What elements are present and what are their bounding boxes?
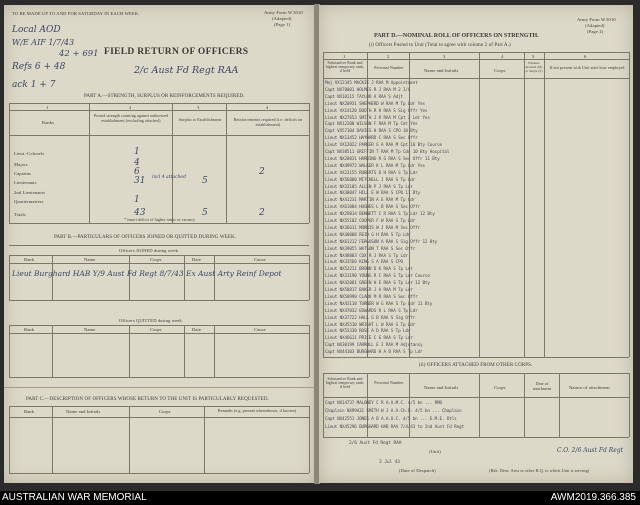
officer-row: Lieut NX13452 HAYWARD C RAA S Sec Offr <box>325 136 418 142</box>
rank-label: 2nd Lieutenants <box>14 190 45 195</box>
officer-row: Lieut NX56880 MITCHELL J RAA S Tp Ldr <box>325 177 416 183</box>
unit-label: (Unit) <box>429 449 441 454</box>
officer-row: Lieut NX27653 SMITH J R RAA M Cpt 2 Ldr Yes <box>325 115 430 121</box>
attached-officer-row: Lieut NX45296 BURGHARD HAB RAA 7/4/43 to 2nd Aust Fd Regt <box>325 425 464 430</box>
signature-name: C.O. 2/6 Aust Fd Regt <box>557 447 624 454</box>
rank-strength-value: 31 <box>134 176 146 186</box>
officer-row: Lieut VX23155 ROBERTS D H RAA S Tp Ldr <box>325 170 418 176</box>
page-title: FIELD RETURN OF OFFICERS <box>104 47 249 57</box>
officer-row: Capt NX38511 GRIFFIN T RAA M Tp Cdr 10 Bty Hospital <box>325 150 450 155</box>
page-no: (Page 1) <box>274 22 291 27</box>
officer-row: Capt VX57104 DAVIES H RAA S CPO 10 Bty <box>325 129 418 135</box>
officer-row: Lieut NX40008 REID G H RAA S Tp Ldr <box>325 232 411 238</box>
credit-text: AUSTRALIAN WAR MEMORIAL <box>2 492 147 503</box>
officer-row: Capt NX10115 TAYLOR A RAA S Adjt <box>325 94 403 100</box>
col-reinforcements: Reinforcements required (i.e. deficits on establishment) <box>233 117 303 127</box>
attached-officer-row: Chaplain NX99431 SMITH W J A.A.Ch.D. 4/5 bn ... Chaplain <box>325 409 462 414</box>
form-id-right: Army Form W.3010 <box>577 17 616 22</box>
officer-row: Lieut NX33560 KING S A RAA S CPO <box>325 260 403 266</box>
rank-label: Captains <box>14 171 31 176</box>
unit-handwritten: 2/c Aust Fd Regt RAA <box>134 65 239 76</box>
part-d-title: PART D.—NOMINAL ROLL OF OFFICERS ON STRENGTH. <box>374 33 539 39</box>
officer-row: Lieut NX58817 BAKER J A RAA M Tp Ldr <box>325 288 413 293</box>
rank-label: Totals <box>14 212 26 217</box>
rank-strength-value: 4 <box>134 158 140 168</box>
officer-row: Maj VX12345 MACKIE J RAA M Appointment <box>325 81 418 86</box>
date-label: (Date of Despatch) <box>399 468 436 473</box>
rank-label: Quartermasters <box>14 199 44 204</box>
rank-reinf-value: 2 <box>259 167 265 177</box>
officer-row: Lieut NX20931 SHEPHERD W RAA M Tp Ldr Yes <box>325 101 425 107</box>
officer-row: Lieut NX31190 YOUNG R C RAA S Tp Ldr Course <box>325 274 430 280</box>
rank-label: Majors <box>14 162 28 167</box>
rank-surplus-value: 5 <box>202 208 208 218</box>
rank-label: Lieutenants <box>14 180 37 185</box>
officer-row: Lieut NX37722 HALL G B RAA S Sig Offr <box>325 315 416 321</box>
rank-surplus-value: 5 <box>202 176 208 186</box>
margin-note-2: W/E AIF 1/7/43 <box>12 38 75 47</box>
col-strength: Posted strength counting against authorized establishment (excluding attached) <box>93 113 169 123</box>
officer-row: Lieut NX41231 MARTIN A E RAA M Tp Ldr <box>325 198 416 204</box>
officer-row: Lieut NX49972 WALKER K L RAA M Tp Ldr Yes <box>325 163 425 169</box>
officer-row: Lieut NX53330 ROSE A D RAA S Tp Ldr <box>325 329 411 335</box>
officer-row: Lieut NX61212 FERGUSON A RAA S Sig Offr 12 Bty <box>325 239 438 245</box>
officer-row: Capt NX30199 CARROLL E J RAA M Adjutancy <box>325 343 423 349</box>
rank-reinf-value: 2 <box>259 208 265 218</box>
officer-row: Lieut NX46611 PRICE C E RAA S Tp Ldr <box>325 336 413 342</box>
part-b-title: PART B.—PARTICULARS OF OFFICERS JOINED OR QUITTED DURING WEEK. <box>54 235 237 240</box>
col-ranks: Ranks <box>42 120 54 125</box>
officer-row: Capt NX44103 BURGHARD H A B RAA S Tp Ldr <box>325 350 423 356</box>
margin-note-4: Refs 6 + 48 <box>12 62 66 72</box>
rank-label: Lieut.-Colonels <box>14 151 45 156</box>
officer-row: Lieut VX12022 PARKER G A RAA M Cpt 10 Bty Course <box>325 143 442 149</box>
officer-row: Capt NX70001 HOLMES R J RAA M 2 I/C <box>325 87 411 93</box>
attached-officer-row: Capt NX14737 MALONEY C R A.A.M.C. 4/5 bn ... RMO <box>325 401 442 406</box>
right-page: Army Form W.3010 (Adapted) (Page 2) PART D.—NOMINAL ROLL OF OFFICERS ON STRENGTH. (i) Officers Posted to Unit (Total to agree with column 2 of Part A.) 1 2 3 4 5 6 Substantive Rank and highest temporary rank, if held Personal Number Name and Initials Corps Whether married (M) or single (S) If not present with Unit state how employed Maj VX12345 MACKIE J RAA M Appointment Capt NX70001 HOLMES R J RAA M 2 I/C Capt NX10115 TAYLOR A RAA S Adjt Lieut NX20931 SHEPHERD W RAA M Tp Ldr Yes Lieut VX14120 BOOTH R H RAA S Sig Offr Yes Lieut NX27653 SMITH J R RAA M Cpt 2 Ldr Yes Capt NX12200 WILSON F RAA M Tp Cdr Yes Capt VX57104 DAVIES H RAA S CPO 10 Bty Lieut NX13452 HAYWARD C RAA S Sec Offr Lieut VX12022 PARKER G A RAA M Cpt 10 Bty Course Capt NX38511 GRIFFIN T RAA M Tp Cdr 10 Bty Hospital Lieut NX28031 HARDING R G RAA S Sec Offr 11 Bty Lieut NX49972 WALKER K L RAA M Tp Ldr Yes Lieut VX23155 ROBERTS D H RAA S Tp Ldr Lieut NX56880 MITCHELL J RAA S Tp Ldr Lieut NX33105 ALLEN P J RAA S Tp Ldr Lieut NX30047 HILL E W RAA S CPO 11 Bty Lieut NX41231 MARTIN A E RAA M Tp Ldr Lieut VX61004 HUGHES L B RAA S Sec Offr Lieut NX29814 BENNETT C R RAA S Tp Ldr 12 Bty Lieut NX55102 COOPER F W RAA S Tp Ldr Lieut NX36611 MORRIS W J RAA M Sec Offr Lieut NX40008 REID G H RAA S Tp Ldr Lieut NX61212 FERGUSON A RAA S Sig Offr 12 Bty Lieut NX39055 WATSON T RAA S Sec Offr Lieut NX48803 COX R J RAA S Tp Ldr Lieut NX33560 KING S A RAA S CPO Lieut NX52211 BROWN D K RAA S Tp Ldr Lieut NX31190 YOUNG R C RAA S Tp Ldr Course Lieut NX42001 GREEN H E RAA S Tp Ldr 12 Bty Lieut NX58817 BAKER J A RAA M Tp Ldr Lieut NX50990 CLARK M R RAA S Sec Offr Lieut NX43118 TURNER W G RAA S Tp Ldr 11 Bty Lieut NX47032 EDWARDS R L RAA S Tp Ldr Lieut NX37722 HALL G B RAA S Sig Offr Lieut NX45510 WRIGHT L W RAA S Tp Ldr Lieut NX53330 ROSE A D RAA S Tp Ldr Lieut NX46611 PRICE C E RAA S Tp Ldr Capt NX30199 CARROLL E J RAA M Adjutancy Capt NX44103 BURGHARD H A B RAA S Tp Ldr (ii) OFFICERS ATTACHED FROM OTHER CORPS. Substantive Rank and highest temporary rank, if held Personal Number Name and Initials Corps Date of attachment Nature of attachment Capt NX14737 MALONEY C R A.A.M.C. 4/5 bn ... RMO Chaplain NX99431 SMITH W J A.A.Ch.D. 4/5 bn ... Chaplain Capt NX42551 JONES A B A.A.O.C. 4/5 bn ... E.M.E. Dtls Lieut NX45296 BURGHARD HAB RAA 7/4/43 to 2nd Aust Fd Regt 2/6 Aust Fd Regt RAA (Unit) 3 Jul 43 (Date of Despatch) C.O. 2/6 Aust Fd Regt (Bde. Divn. Area or other H.Q. to which Unit is serving) <box>319 5 633 483</box>
part-a-title: PART A.—STRENGTH, SURPLUS OR REINFORCEMENTS REQUIRED. <box>84 94 245 99</box>
margin-note-1: Local AOD <box>12 25 61 35</box>
joined-entry: Lieut Burghard HAB Y/9 Aust Fd Regt 8/7/43 Ex Aust Arty Reinf Depot <box>12 269 282 278</box>
margin-note-5: ack 1 + 7 <box>12 80 56 90</box>
form-id: Army Form W.3010 <box>264 10 303 15</box>
surplus-note: incl 4 attached <box>152 175 186 180</box>
form-sub: (Adapted) <box>272 16 292 21</box>
quitted-title: Officers QUITTED during week. <box>119 318 184 323</box>
officer-row: Lieut VX14120 BOOTH R H RAA S Sig Offr Yes <box>325 108 428 114</box>
officer-row: Lieut NX28031 HARDING R G RAA S Sec Offr 11 Bty <box>325 156 440 162</box>
date-value: 3 Jul 43 <box>379 460 400 465</box>
officer-row: Lieut NX50990 CLARK M R RAA S Sec Offr <box>325 294 418 300</box>
attached-title: (ii) OFFICERS ATTACHED FROM OTHER CORPS. <box>419 363 533 368</box>
officer-row: Lieut NX45510 WRIGHT L W RAA S Tp Ldr <box>325 322 416 328</box>
unit-value: 2/6 Aust Fd Regt RAA <box>349 441 402 446</box>
part-c-title: PART C.—DESCRIPTION OF OFFICERS WHOSE RETURN TO THE UNIT IS PARTICULARLY REQUESTED. <box>26 397 269 402</box>
rank-strength-value: 1 <box>134 147 140 157</box>
officer-row: Lieut NX30047 HILL E W RAA S CPO 11 Bty <box>325 191 421 197</box>
attached-officer-row: Capt NX42551 JONES A B A.A.O.C. 4/5 bn ... E.M.E. Dtls <box>325 417 457 422</box>
officer-row: Lieut NX48803 COX R J RAA S Tp Ldr <box>325 253 408 259</box>
officer-row: Capt NX12200 WILSON F RAA M Tp Cdr Yes <box>325 122 418 128</box>
officer-row: Lieut NX47032 EDWARDS R L RAA S Tp Ldr <box>325 308 418 314</box>
col-surplus: Surplus to Establishment <box>178 117 222 122</box>
part-d-subtitle: (i) Officers Posted to Unit (Total to agree with column 2 of Part A.) <box>369 43 511 48</box>
header-note: TO BE MADE UP TO AND FOR SATURDAY IN EACH WEEK. <box>12 11 140 16</box>
joined-title: Officers JOINED during week. <box>119 248 180 253</box>
signature-label: (Bde. Divn. Area or other H.Q. to which Unit is serving) <box>489 468 590 473</box>
caption-bar <box>0 491 640 505</box>
officer-row: Lieut NX55102 COOPER F W RAA S Tp Ldr <box>325 219 416 224</box>
officer-row: Lieut VX61004 HUGHES L B RAA S Sec Offr <box>325 205 421 211</box>
rank-strength-value: 6 <box>134 167 140 177</box>
left-page: TO BE MADE UP TO AND FOR SATURDAY IN EACH WEEK. Army Form W.3010 (Adapted) (Page 1) Local AOD W/E AIF 1/7/43 42 + 691 Refs 6 + 48 ack 1 + 7 FIELD RETURN OF OFFICERS 2/c Aust Fd Regt RAA PART A.—STRENGTH, SURPLUS OR REINFORCEMENTS REQUIRED. 1 2 3 4 Ranks Posted strength counting against authorized establishment (excluding attached) Surplus to Establishment Reinforcements required (i.e. deficits on establishment) Lieut.-Colonels 1 Majors 4 Captains 6 2 Lieutenants 31 5 2nd Lieutenants Quartermasters 1 Totals 43 5 2 incl 4 attached * Insert deficit of higher ranks or vacancy PART B.—PARTICULARS OF OFFICERS JOINED OR QUITTED DURING WEEK. Officers JOINED during week. Rank Name Corps Date Cause Lieut Burghard HAB Y/9 Aust Fd Regt 8/7/43 Ex Aust Arty Reinf Depot Officers QUITTED during week. Rank Name Corps Date Cause PART C.—DESCRIPTION OF OFFICERS WHOSE RETURN TO THE UNIT IS PARTICULARLY REQUESTED. Rank Name and Initials Corps Remarks (e.g. present whereabouts, if known) <box>4 5 315 483</box>
totals-note: * Insert deficit of higher ranks or vacancy <box>124 217 196 222</box>
officer-row: Lieut NX33105 ALLEN P J RAA S Tp Ldr <box>325 184 413 190</box>
margin-note-3: 42 + 691 <box>59 49 99 59</box>
officer-row: Lieut NX39055 WATSON T RAA S Sec Offr <box>325 246 416 252</box>
rank-strength-value: 43 <box>134 208 146 218</box>
officer-row: Lieut NX29814 BENNETT C R RAA S Tp Ldr 12 Bty <box>325 212 435 218</box>
officer-row: Lieut NX42001 GREEN H E RAA S Tp Ldr 12 Bty <box>325 281 430 287</box>
officer-row: Lieut NX52211 BROWN D K RAA S Tp Ldr <box>325 267 413 273</box>
catalogue-id: AWM2019.366.385 <box>550 492 636 503</box>
officer-row: Lieut NX36611 MORRIS W J RAA M Sec Offr <box>325 225 421 231</box>
rank-strength-value: 1 <box>134 195 140 205</box>
officer-row: Lieut NX43118 TURNER W G RAA S Tp Ldr 11 Bty <box>325 301 433 307</box>
